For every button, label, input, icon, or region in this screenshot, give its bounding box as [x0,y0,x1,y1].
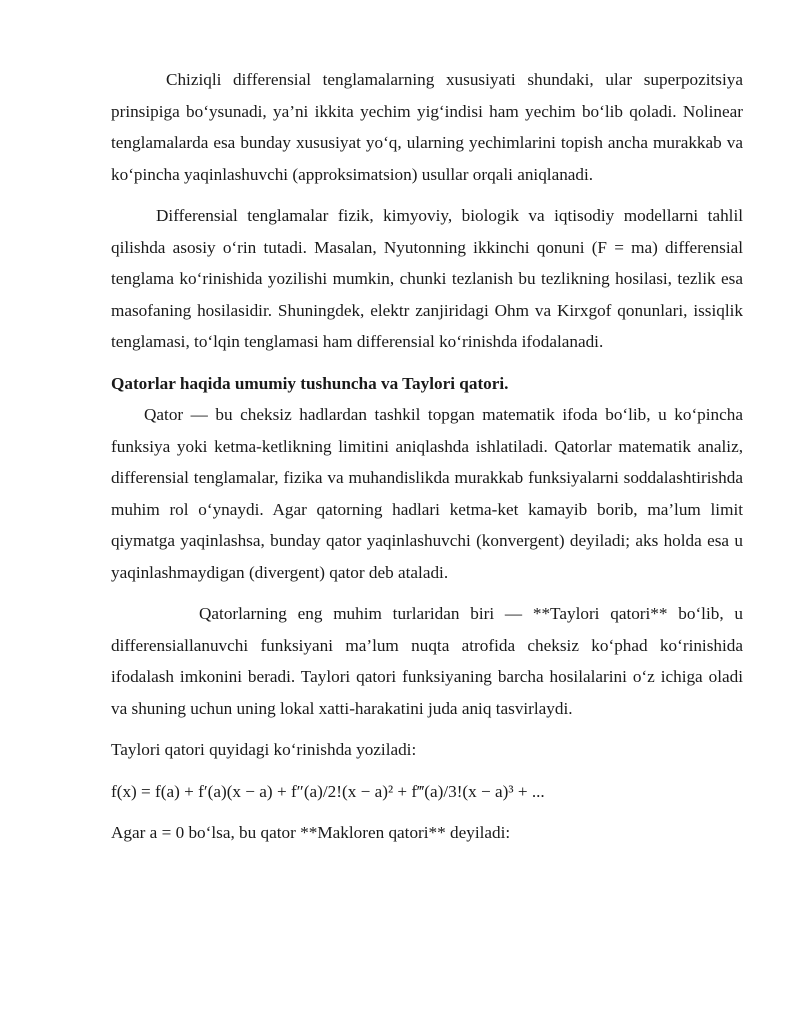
paragraph-taylor-intro: Qatorlarning eng muhim turlaridan biri — **Taylori qatori** bo‘lib, u differensiallanuvchi funksiyani ma’lum nuqta atrofida cheksiz ko‘phad ko‘rinishida ifodalash imkonini beradi. Taylori qatori funksiyaning barcha hosilalarini o‘z ichiga oladi va shuning uchun uning lokal xatti-harakatini juda aniq tasvirlaydi. [111,604,743,718]
paragraph-maclaurin: Agar a = 0 bo‘lsa, bu qator **Makloren qatori** deyiladi: [111,823,511,842]
document-page [111,64,743,849]
paragraph-series-definition: Qator — bu cheksiz hadlardan tashkil topgan matematik ifoda bo‘lib, u ko‘pincha funksiya yoki ketma-ketlikning limitini aniqlashda ishlatiladi. Qatorlar matematik analiz, differensial tenglamalar, fizika va muhandislikda murakkab funksiyalarni soddalashtirishda muhim rol o‘ynaydi. Agar qatorning hadlari ketma-ket kamayib borib, ma’lum limit qiymatga yaqinlashsa, bunday qator yaqinlashuvchi (konvergent) deyiladi; aks holda esa u yaqinlashmaydigan (divergent) qator deb ataladi. [111,405,743,582]
section-heading: Qatorlar haqida umumiy tushuncha va Taylori qatori. [111,373,509,393]
paragraph-applications: Differensial tenglamalar fizik, kimyoviy, biologik va iqtisodiy modellarni tahlil qilishda asosiy o‘rin tutadi. Masalan, Nyutonning ikkinchi qonuni (F = ma) differensial tenglama ko‘rinishida yozilishi mumkin, chunki tezlanish bu tezlikning hosilasi, tezlik esa masofaning hosilasidir. Shuningdek, elektr zanjiridagi Ohm va Kirxgof qonunlari, issiqlik tenglamasi, to‘lqin tenglamasi ham differensial ko‘rinishda ifodalanadi. [111,206,743,351]
paragraph-linear-equations: Chiziqli differensial tenglamalarning xususiyati shundaki, ular superpozitsiya prinsipiga bo‘ysunadi, ya’ni ikkita yechim yig‘indisi ham yechim bo‘lib qoladi. Nolinear tenglamalarda esa bunday xususiyat yo‘q, ularning yechimlarini topish ancha murakkab va ko‘pincha yaqinlashuvchi (approksimatsion) usullar orqali aniqlanadi. [111,70,743,184]
paragraph-taylor-form: Taylori qatori quyidagi ko‘rinishda yoziladi: [111,740,417,759]
taylor-formula: f(x) = f(a) + f′(a)(x − a) + f″(a)/2!(x − a)² + f‴(a)/3!(x − a)³ + ... [111,781,545,801]
